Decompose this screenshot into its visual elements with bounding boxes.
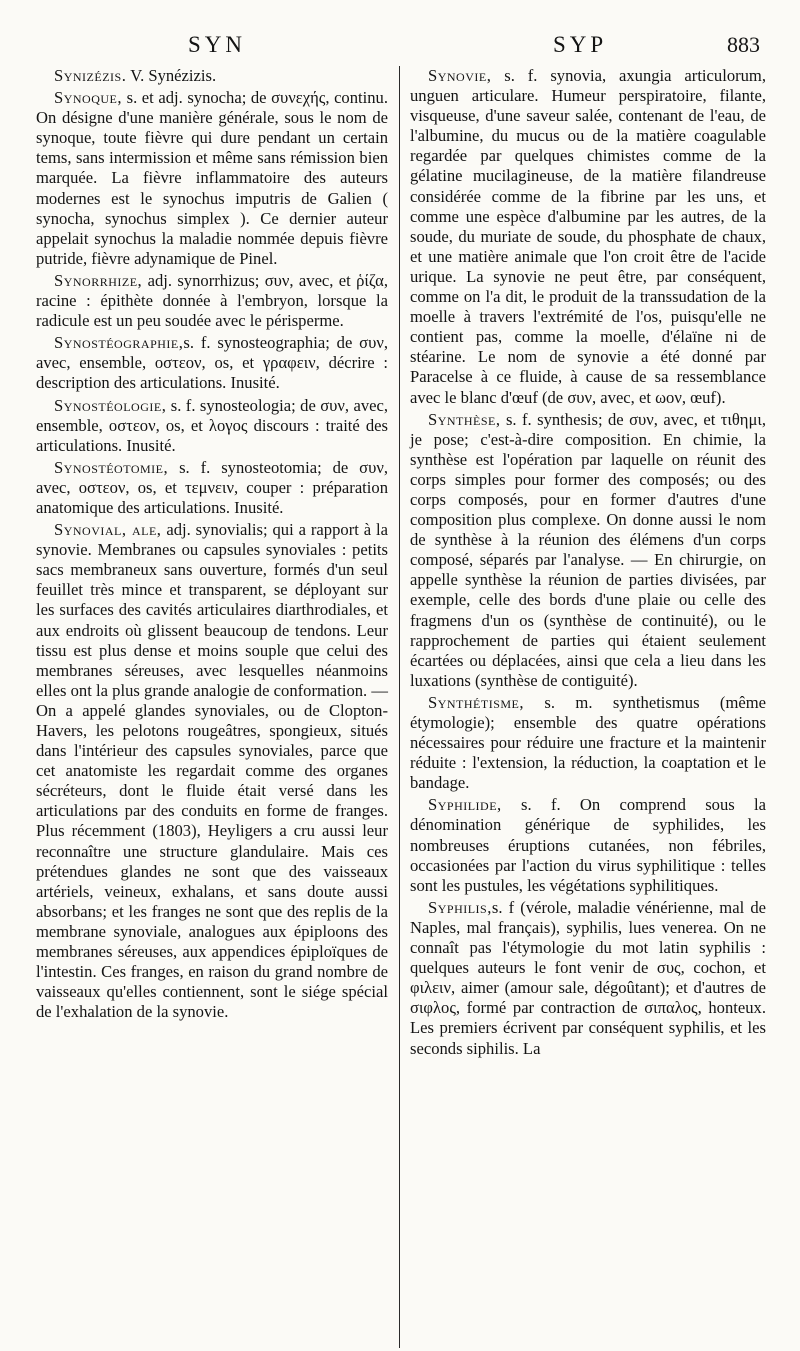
entry-synovial — [36, 520, 388, 1022]
entry-synorrhize — [36, 271, 388, 331]
entry-synosteologie — [36, 396, 388, 456]
headword: Synthèse, — [428, 409, 501, 429]
headword: Synovie, — [428, 66, 492, 85]
entry-synovie — [410, 66, 766, 408]
definition: s. f (vérole, maladie vénérienne, mal de Naples, mal français), syphilis, lues venerea. On ne connaît pas l'étymologie du mot latin syphilis : quelques auteurs le font venir de συς, cochon, et φιλειν, aimer (amour sale, dégoûtant); et d'autres de σιφλος, formé par contraction de σιπαλος, honteux. Les premiers écrivent par conséquent syphilis, et les seconds siphilis. La — [410, 897, 766, 1058]
definition: s. et adj. synocha; de συνεχής, continu. On désigne d'une manière générale, sous le nom de synoque, toute fièvre qui dure pendant un certain tems, sans intermission et même sans rémission bien marquée. La fièvre inflammatoire des auteurs modernes est le synochus imputris de Galien ( synocha, synochus simplex ). Ce dernier auteur appelait synochus la maladie nommée depuis fièvre putride, fièvre adynamique de Pinel. — [36, 88, 388, 268]
running-head-left: SYN — [188, 32, 247, 57]
entry-synosteographie — [36, 333, 388, 393]
definition: adj. synorrhizus; συν, avec, et ῥίζα, racine : épithète donnée à l'embryon, lorsque la radicule est un peu soudée avec le périsperme. — [36, 270, 388, 331]
definition: s. m. synthetismus (même étymologie); ensemble des quatre opérations nécessaires pour réduire une fracture et la maintenir réduite : l'extension, la réduction, la coaptation et le bandage. — [410, 692, 766, 793]
left-column — [36, 66, 388, 1024]
headword: Synoque, — [54, 88, 123, 108]
definition: s. f. On comprend sous la dénomination générique de syphilides, les nombreuses éruptions cutanées, non fébriles, occasionées par l'action du virus syphilitique : telles sont les pustules, les végétations syphilitiques. — [410, 795, 766, 895]
definition: s. f. synovia, axungia articulorum, unguen articulare. Humeur perspiratoire, filante, visqueuse, d'une saveur salée, contenant de l'eau, de l'albumine, du mucus ou de la matière coagulable regardée par quelques chimistes comme de la gélatine mucilagineuse, de la matière filandreuse considérée comme de la fibrine par les uns, et comme une espèce d'albumine par les autres, de la soude, du muriate de soude, du phosphate de chaux, et une matière animale que l'on croit être de l'acide urique. La synovie ne peut être, par conséquent, comme on l'a dit, le produit de la transsudation de la moelle à travers l'extrémité de l'os, puisqu'elle ne contient pas, comme la moelle, d'élaïne ni de stéarine. Le nom de synovie a été donné par Paracelse à ce fluide, à cause de sa ressemblance avec le blanc d'œuf (de συν, avec, et ωον, œuf). — [410, 66, 766, 407]
definition: s. f. synosteographia; de συν, avec, ensemble, οστεον, os, et γραφειν, décrire : description des articulations. Inusité. — [36, 333, 388, 393]
definition: s. f. synosteologia; de συν, avec, ensemble, οστεον, os, et λογος discours : traité des articulations. Inusité. — [36, 395, 388, 455]
headword: Syphilide, — [428, 795, 502, 815]
headword: Synorrhize, — [54, 270, 143, 290]
entry-synosteotomie — [36, 458, 388, 518]
running-head-right: SYP — [553, 32, 608, 57]
entry-syphilide — [410, 795, 766, 895]
entry-synoque — [36, 88, 388, 269]
headword: Synovial, ale, — [54, 520, 162, 540]
page-number: 883 — [727, 32, 760, 57]
headword: Synostéologie, — [54, 395, 167, 415]
headword: Synostéotomie, — [54, 457, 169, 477]
definition: V. Synézizis. — [126, 66, 217, 85]
right-column — [410, 66, 766, 1061]
entry-syphilis — [410, 898, 766, 1059]
headword: Synostéographie, — [54, 333, 184, 353]
entry-synthetisme — [410, 693, 766, 793]
definition: s. f. synthesis; de συν, avec, et τιθημι, je pose; c'est-à-dire composition. En chimie, la synthèse est l'opération par laquelle on réunit des corps simples pour former des composés; ou des corps composés, pour en former d'autres d'une composition plus complexe. On donne aussi le nom de synthèse à la réunion des élémens d'un corps composé, séparés par l'analyse. — En chirurgie, on appelle synthèse la réunion de parties divisées, par exemple, celle des bords d'une plaie ou celle des fragmens d'un os (synthèse de continuité), ou le rapprochement de parties qui étaient seulement écartées ou déplacées, ainsi que cela a lieu dans les luxations (synthèse de contiguité). — [410, 409, 766, 690]
entry-synizezis — [36, 66, 388, 86]
definition: s. f. synosteotomia; de συν, avec, οστεον, os, et τεμνειν, couper : préparation anatomique des articulations. Inusité. — [36, 457, 388, 517]
headword: Synthétisme, — [428, 692, 525, 712]
definition: adj. synovialis; qui a rapport à la synovie. Membranes ou capsules synoviales : petits sacs membraneux sans ouverture, formés d'un seul feuillet très mince et transparent, se déployant sur les surfaces des cavités articulaires diarthrodiales, et aux endroits où glissent beaucoup de tendons. Leur tissu est plus dense et moins souple que celui des membranes séreuses, avec lesquelles néanmoins elles ont la plus grande analogie de conformation. — On a appelé glandes synoviales, ou de Clopton-Havers, les pelotons rougeâtres, spongieux, situés dans l'intérieur des capsules synoviales, parce que cet anatomiste les regardait comme des organes sécréteurs, dont le fluide était versé dans les articulations par des conduits en forme de franges. Plus récemment (1803), Heyligers a cru aussi leur reconnaître une structure glandulaire. Mais ces prétendues glandes ne sont que des vaisseaux artériels, veineux, exhalans, et sans doute aussi absorbans; et les franges ne sont que des replis de la membrane synoviale, analogues aux épiploons des membranes séreuses, aux appendices épiploïques de l'intestin. Ces franges, en raison du grand nombre de vaisseaux qu'elles contiennent, sont le siége spécial de l'exhalation de la synovie. — [36, 520, 388, 1022]
headword: Syphilis, — [428, 897, 492, 917]
entry-synthese — [410, 410, 766, 691]
headword: Synizézis. — [54, 66, 127, 85]
column-divider — [399, 66, 400, 1348]
